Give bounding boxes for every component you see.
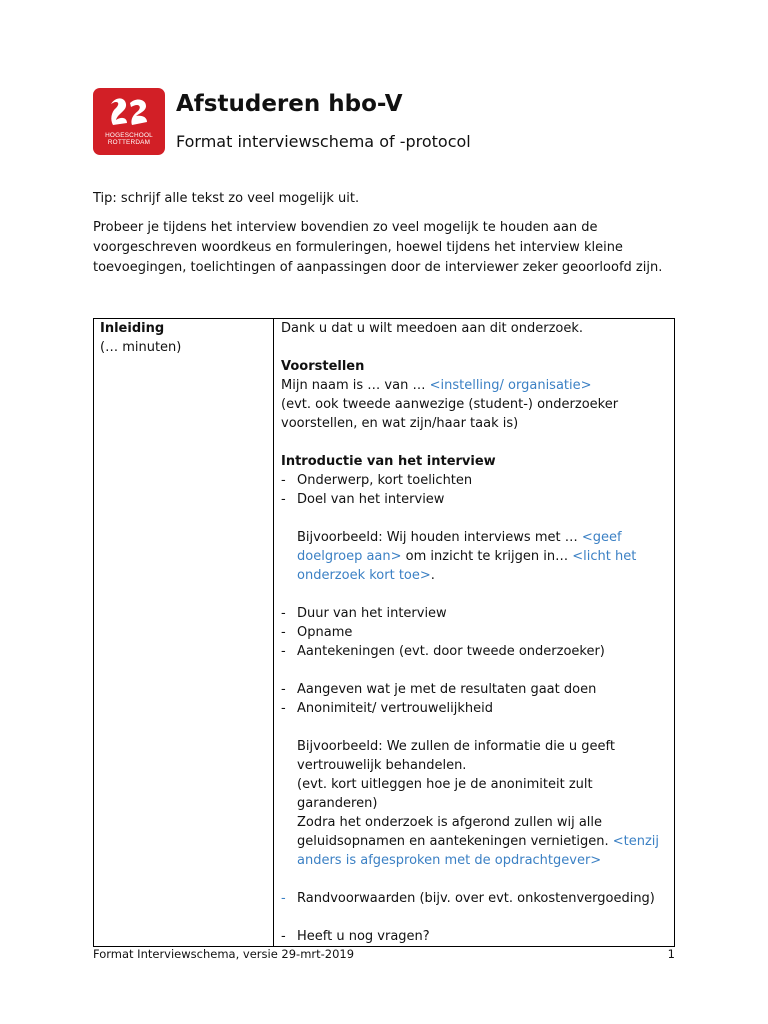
introductie-heading: Introductie van het interview (281, 454, 496, 469)
list-item-text: Duur van het interview (297, 606, 447, 621)
list-item-text: Doel van het interview (297, 492, 445, 507)
list-item: - Duur van het interview (281, 606, 447, 621)
list-item-text: Onderwerp, kort toelichten (297, 473, 473, 488)
list-item-text: Heeft u nog vragen? (297, 929, 430, 944)
tip-text: Tip: schrijf alle tekst zo veel mogelijk uit. (93, 191, 360, 206)
list-item-text: Anonimiteit/ vertrouwelijkheid (297, 701, 494, 716)
thanks-text: Dank u dat u wilt meedoen aan dit onderzoek. (281, 321, 584, 336)
name-placeholder: <instelling/ organisatie> (429, 378, 592, 393)
page-title: Afstuderen hbo-V (176, 91, 403, 117)
list-item-text: Opname (297, 625, 353, 640)
example-1-placeholder-2: <licht het onderzoek kort toe> (297, 549, 637, 583)
example-2-placeholder: <tenzij anders is afgesproken met de opdrachtgever> (297, 834, 659, 868)
name-note: (evt. ook tweede aanwezige (student-) onderzoeker voorstellen, en wat zijn/haar taak is) (281, 397, 619, 431)
page-subtitle: Format interviewschema of -protocol (176, 132, 471, 151)
list-item-text: Aangeven wat je met de resultaten gaat doen (297, 682, 597, 697)
table-row (94, 319, 675, 947)
voorstellen-heading: Voorstellen (281, 359, 365, 374)
example-1: Bijvoorbeeld: Wij houden interviews met … <geef doelgroep aan> om inzicht te krijgen in… <licht het onderzoek kort toe>. (297, 530, 637, 583)
list-item: - Aangeven wat je met de resultaten gaat doen (281, 682, 597, 697)
section-title: Inleiding (100, 321, 165, 336)
section-cell (94, 319, 274, 947)
intro-paragraph: Probeer je tijdens het interview bovendien zo veel mogelijk te houden aan de voorgeschreven woordkeus en formuleringen, hoewel tijdens het interview kleine toevoegingen, toelichtingen of aanpassingen door de interviewer zeker geoorloofd zijn. (93, 220, 663, 275)
list-item: - Opname (281, 625, 353, 640)
name-text: Mijn naam is … van … (281, 378, 430, 393)
interview-schema-table (93, 318, 675, 947)
section-duration: (… minuten) (100, 340, 182, 355)
hogeschool-rotterdam-logo (93, 88, 165, 155)
example-2: Bijvoorbeeld: We zullen de informatie die u geeft vertrouwelijk behandelen. (evt. kort uitleggen hoe je de anonimiteit zult garanderen) Zodra het onderzoek is afgerond zullen wij alle geluidsopnamen en aantekeningen vernietigen. <tenzij anders is afgesproken met de opdrachtgever> (297, 739, 659, 868)
footer-version: Format Interviewschema, versie 29-mrt-2019 (93, 947, 355, 961)
example-1-placeholder-1: <geef doelgroep aan> (297, 530, 622, 564)
list-item: - Doel van het interview (281, 492, 445, 507)
page-number: 1 (667, 947, 675, 961)
list-item: - Randvoorwaarden (bijv. over evt. onkostenvergoeding) (281, 891, 655, 906)
name-line (281, 376, 668, 395)
list-item: - Aantekeningen (evt. door tweede onderzoeker) (281, 644, 605, 659)
list-item: - Anonimiteit/ vertrouwelijkheid (281, 701, 494, 716)
logo-line-1: HOGESCHOOL (105, 132, 153, 139)
list-item-text: Randvoorwaarden (bijv. over evt. onkostenvergoeding) (297, 891, 655, 906)
list-item: - Onderwerp, kort toelichten (281, 473, 473, 488)
content-cell (274, 319, 675, 947)
list-item-text: Aantekeningen (evt. door tweede onderzoeker) (297, 644, 605, 659)
logo-mark-icon (107, 94, 151, 128)
list-item: - Heeft u nog vragen? (281, 929, 430, 944)
logo-line-2: ROTTERDAM (107, 139, 151, 146)
